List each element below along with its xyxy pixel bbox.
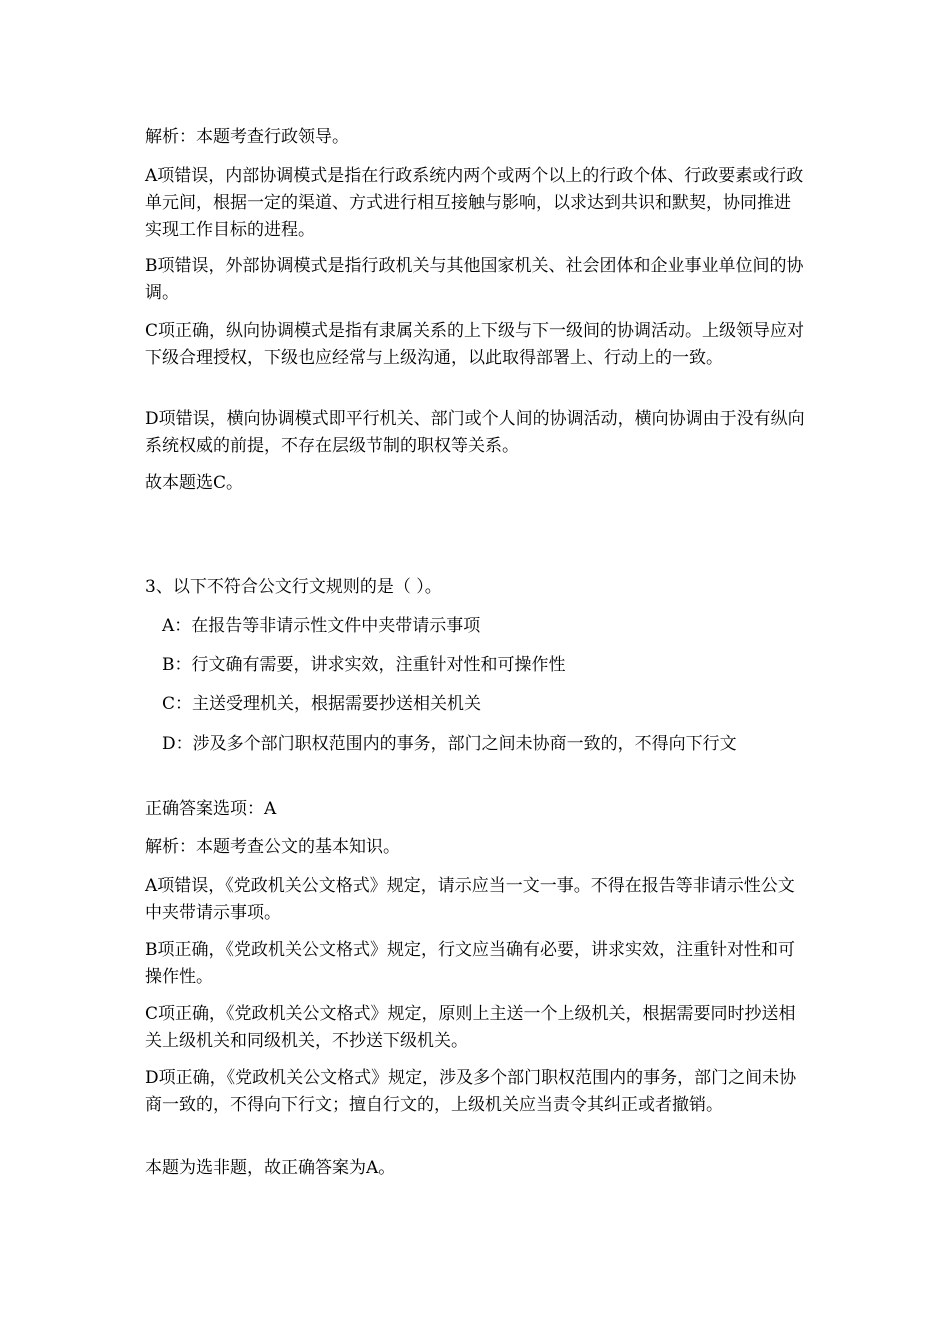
q3-analysis-intro: 解析：本题考查公文的基本知识。 <box>145 837 400 857</box>
q3-option-c: C：主送受理机关，根据需要抄送相关机关 <box>162 694 482 714</box>
q2-analysis-intro: 解析：本题考查行政领导。 <box>145 127 349 147</box>
q3-answer: 正确答案选项：A <box>145 799 277 819</box>
q2-analysis-option-b: B项错误，外部协调模式是指行政机关与其他国家机关、社会团体和企业事业单位间的协调。 <box>145 256 804 303</box>
q3-option-b: B：行文确有需要，讲求实效，注重针对性和可操作性 <box>162 655 566 675</box>
q3-conclusion: 本题为选非题，故正确答案为A。 <box>145 1158 396 1178</box>
q3-option-a: A：在报告等非请示性文件中夹带请示事项 <box>162 616 481 636</box>
q3-question: 3、以下不符合公文行文规则的是（ ）。 <box>145 577 442 597</box>
q3-analysis-option-d: D项正确，《党政机关公文格式》规定，涉及多个部门职权范围内的事务，部门之间未协商一致的，不得向下行文；擅自行文的，上级机关应当责令其纠正或者撤销。 <box>145 1068 797 1115</box>
q3-analysis-option-c: C项正确，《党政机关公文格式》规定，原则上主送一个上级机关，根据需要同时抄送相关上级机关和同级机关，不抄送下级机关。 <box>145 1004 796 1051</box>
q2-analysis-option-d: D项错误，横向协调模式即平行机关、部门或个人间的协调活动，横向协调由于没有纵向系统权威的前提，不存在层级节制的职权等关系。 <box>145 409 805 456</box>
q2-conclusion: 故本题选C。 <box>145 473 244 493</box>
q3-analysis-option-b: B项正确，《党政机关公文格式》规定，行文应当确有必要，讲求实效，注重针对性和可操作性。 <box>145 940 795 987</box>
q3-option-d: D：涉及多个部门职权范围内的事务，部门之间未协商一致的，不得向下行文 <box>162 734 737 754</box>
q3-analysis-option-a: A项错误，《党政机关公文格式》规定，请示应当一文一事。不得在报告等非请示性公文中夹带请示事项。 <box>145 876 795 923</box>
q2-analysis-option-a: A项错误，内部协调模式是指在行政系统内两个或两个以上的行政个体、行政要素或行政单元间，根据一定的渠道、方式进行相互接触与影响，以求达到共识和默契，协同推进实现工作目标的进程。 <box>145 166 804 240</box>
q2-analysis-option-c: C项正确，纵向协调模式是指有隶属关系的上下级与下一级间的协调活动。上级领导应对下级合理授权，下级也应经常与上级沟通，以此取得部署上、行动上的一致。 <box>145 321 805 368</box>
